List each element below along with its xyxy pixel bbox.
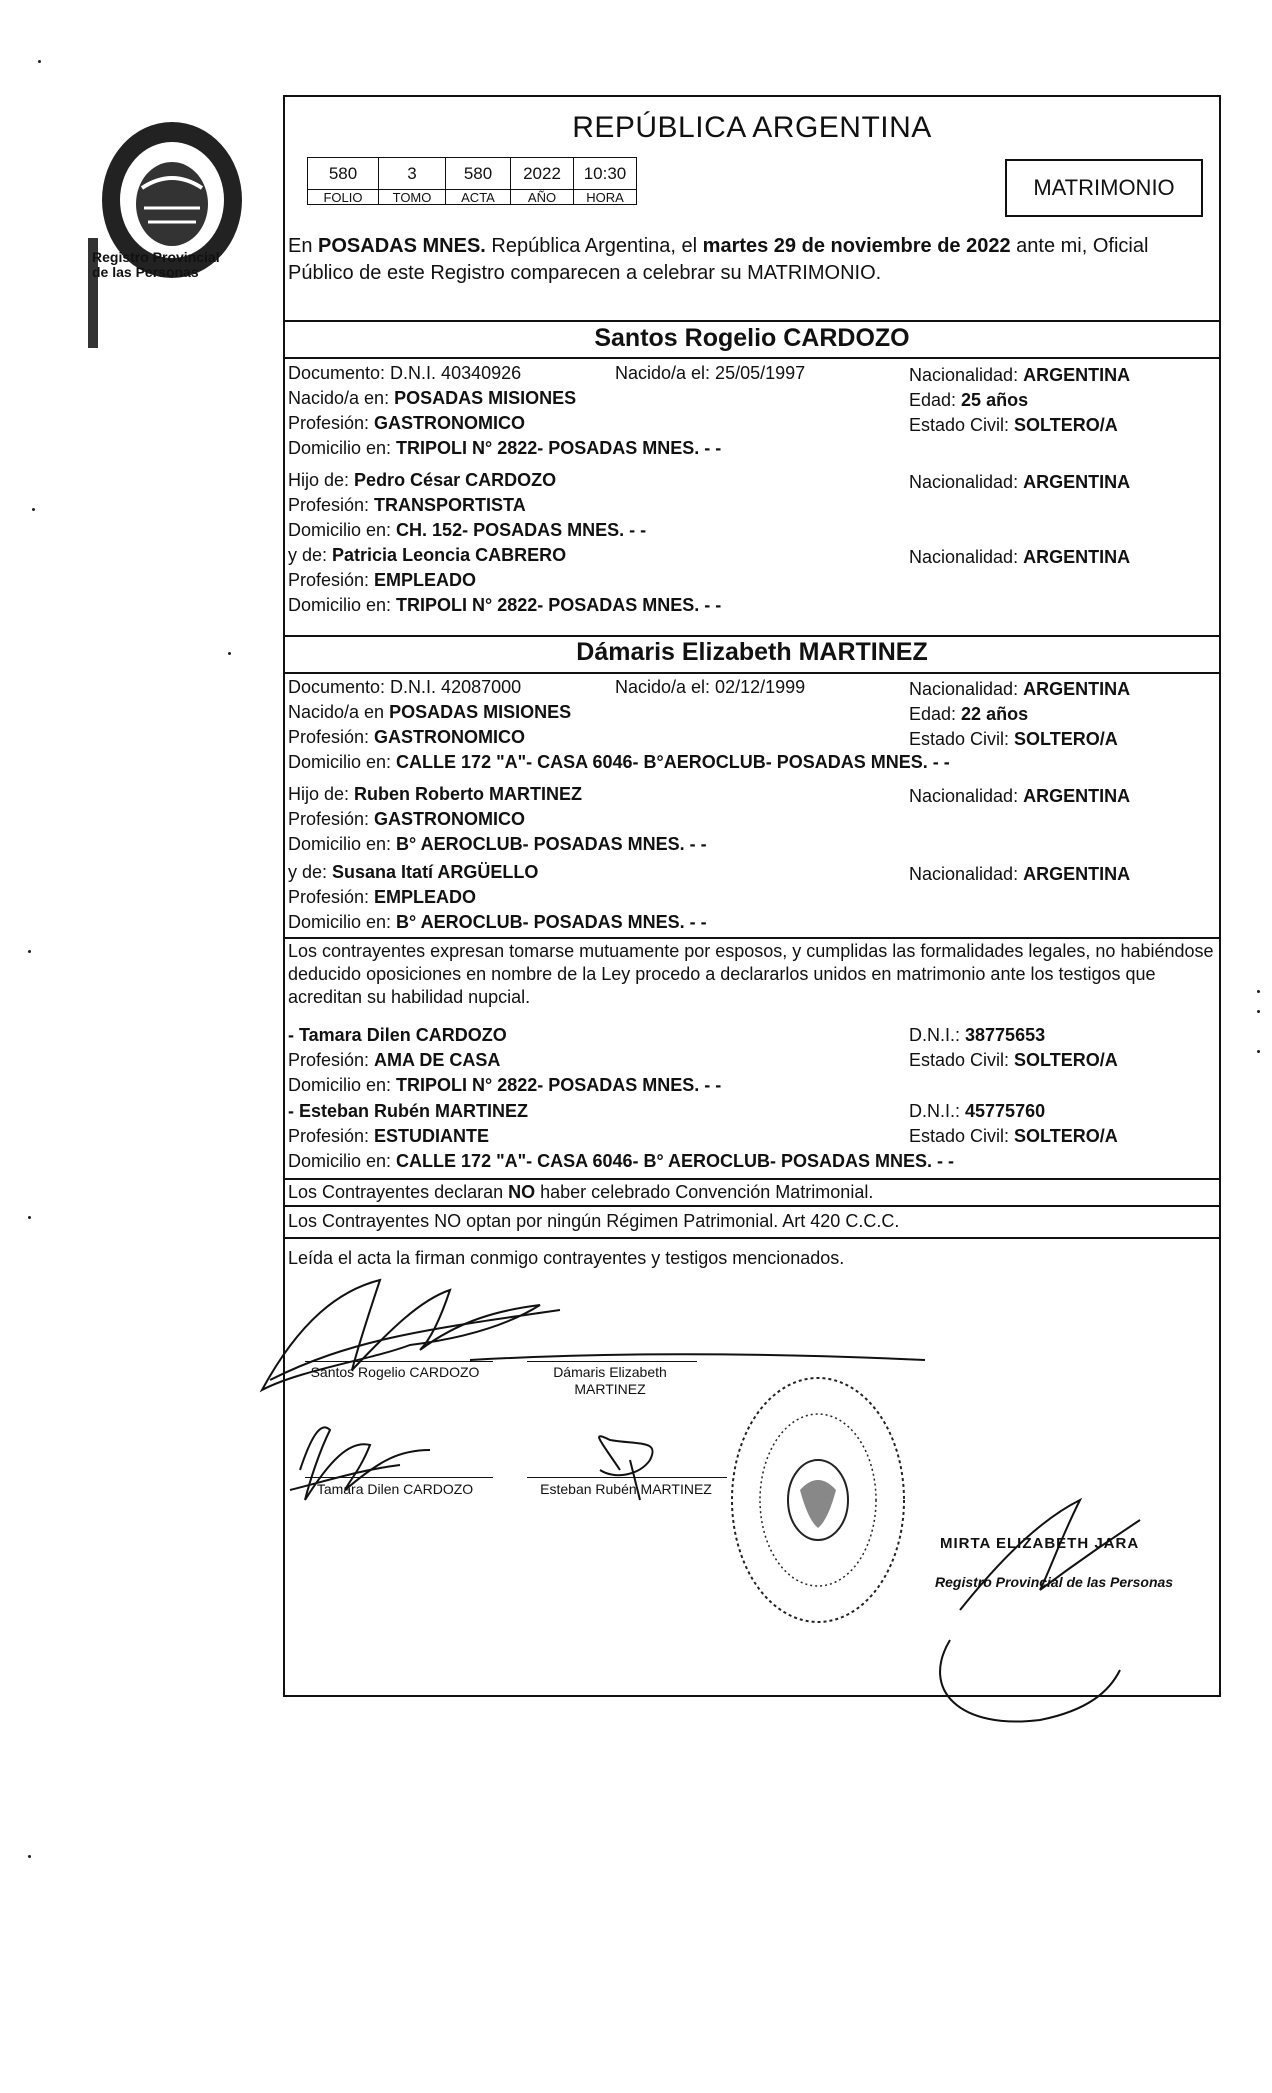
divider [285, 1178, 1219, 1180]
acta-label: ACTA [446, 190, 511, 205]
convention-line2: Los Contrayentes NO optan por ningún Régimen Patrimonial. Art 420 C.C.C. [288, 1211, 900, 1231]
signature-line [305, 1361, 493, 1362]
witness1-estado: Estado Civil: SOLTERO/A [909, 1050, 1118, 1070]
spouse1-madre-profesion: Profesión: EMPLEADO [288, 570, 477, 590]
signature-name-esteban: Esteban Rubén MARTINEZ [540, 1481, 712, 1497]
signature-name-damaris [510, 1364, 710, 1398]
spouse1-padre-profesion: Profesión: TRANSPORTISTA [288, 495, 526, 515]
divider [285, 672, 1219, 674]
spouse2-padre: Hijo de: Ruben Roberto MARTINEZ [288, 784, 583, 804]
signature-line [527, 1477, 727, 1478]
signature-name-tamara: Tamara Dilen CARDOZO [316, 1481, 474, 1497]
closing-statement: Leída el acta la firman conmigo contrayentes y testigos mencionados. [288, 1248, 845, 1268]
hora-value: 10:30 [574, 158, 637, 190]
spouse1-madre: y de: Patricia Leoncia CABRERO [288, 545, 567, 565]
signature-line [305, 1477, 493, 1478]
spouse2-padre-nacionalidad: Nacionalidad: ARGENTINA [909, 786, 1131, 806]
witness2-dni: D.N.I.: 45775760 [909, 1101, 1046, 1121]
signature-name-santos: Santos Rogelio CARDOZO [310, 1364, 480, 1380]
tomo-label: TOMO [379, 190, 446, 205]
anio-label: AÑO [511, 190, 574, 205]
divider [285, 1237, 1219, 1239]
official-signature-name: MIRTA ELIZABETH JARA [940, 1535, 1140, 1552]
spouse1-documento: Documento: D.N.I. 40340926 [288, 363, 522, 383]
margin-dot [32, 508, 35, 511]
witness1-name: - Tamara Dilen CARDOZO [288, 1025, 507, 1045]
margin-dot [28, 950, 31, 953]
registry-caption-line1: Registro Provincial [92, 249, 220, 265]
witness1-profesion: Profesión: AMA DE CASA [288, 1050, 501, 1070]
witness2-name: - Esteban Rubén MARTINEZ [288, 1101, 529, 1121]
spouse2-nacido-el: Nacido/a el: 02/12/1999 [615, 677, 806, 697]
margin-dot [1257, 990, 1260, 993]
margin-dot [28, 1855, 31, 1858]
registry-caption-line2: de las Personas [92, 264, 199, 280]
spouse2-estado: Estado Civil: SOLTERO/A [909, 729, 1118, 749]
witness2-estado: Estado Civil: SOLTERO/A [909, 1126, 1118, 1146]
spouse2-documento: Documento: D.N.I. 42087000 [288, 677, 522, 697]
spouse2-domicilio: Domicilio en: CALLE 172 "A"- CASA 6046- B°AEROCLUB- POSADAS MNES. - - [288, 752, 950, 772]
registry-stamp [718, 1350, 908, 1630]
witness2-domicilio: Domicilio en: CALLE 172 "A"- CASA 6046- B° AEROCLUB- POSADAS MNES. - - [288, 1151, 955, 1171]
witness1-domicilio: Domicilio en: TRIPOLI N° 2822- POSADAS MNES. - - [288, 1075, 722, 1095]
spouse2-nacionalidad: Nacionalidad: ARGENTINA [909, 679, 1131, 699]
registry-caption [92, 250, 220, 280]
spouse2-name: Dámaris Elizabeth MARTINEZ [576, 638, 928, 666]
spouse1-padre-domicilio: Domicilio en: CH. 152- POSADAS MNES. - - [288, 520, 647, 540]
signature-name-damaris-line2: MARTINEZ [574, 1381, 646, 1397]
anio-value: 2022 [511, 158, 574, 190]
intro-text-1: En [288, 235, 319, 257]
declaration-paragraph: Los contrayentes expresan tomarse mutuamente por esposos, y cumplidas las formalidades legales, no habiéndose deducido oposiciones en nombre de la Ley procedo a declararlos unidos en matrimonio ante los testigos que acreditan su habilidad nupcial. [288, 941, 1214, 1007]
spouse2-profesion: Profesión: GASTRONOMICO [288, 727, 526, 747]
spouse2-madre-profesion: Profesión: EMPLEADO [288, 887, 477, 907]
spouse1-name: Santos Rogelio CARDOZO [594, 324, 910, 352]
signature-name-damaris-line1: Dámaris Elizabeth [553, 1364, 667, 1380]
official-signature-office: Registro Provincial de las Personas [935, 1574, 1174, 1590]
spouse2-nacido-en: Nacido/a en POSADAS MISIONES [288, 702, 572, 722]
witness2-profesion: Profesión: ESTUDIANTE [288, 1126, 490, 1146]
margin-dot [28, 1216, 31, 1219]
spouse2-padre-profesion: Profesión: GASTRONOMICO [288, 809, 526, 829]
spouse1-edad: Edad: 25 años [909, 390, 1029, 410]
margin-dot [1257, 1050, 1260, 1053]
divider [285, 635, 1219, 637]
spouse1-madre-nacionalidad: Nacionalidad: ARGENTINA [909, 547, 1131, 567]
folio-value: 580 [308, 158, 379, 190]
divider [285, 357, 1219, 359]
spouse1-padre-nacionalidad: Nacionalidad: ARGENTINA [909, 472, 1131, 492]
spouse1-profesion: Profesión: GASTRONOMICO [288, 413, 526, 433]
witness1-dni: D.N.I.: 38775653 [909, 1025, 1046, 1045]
tomo-value: 3 [379, 158, 446, 190]
spouse2-madre-domicilio: Domicilio en: B° AEROCLUB- POSADAS MNES. - - [288, 912, 707, 932]
document-title: REPÚBLICA ARGENTINA [572, 111, 932, 144]
spouse1-nacionalidad: Nacionalidad: ARGENTINA [909, 365, 1131, 385]
hora-label: HORA [574, 190, 637, 205]
spouse1-domicilio: Domicilio en: TRIPOLI N° 2822- POSADAS MNES. - - [288, 438, 722, 458]
intro-paragraph [288, 233, 1218, 287]
record-codes-table [307, 157, 637, 205]
intro-date: martes 29 de noviembre de 2022 [702, 235, 1011, 257]
spouse2-madre: y de: Susana Itatí ARGÜELLO [288, 862, 539, 882]
spouse1-estado: Estado Civil: SOLTERO/A [909, 415, 1118, 435]
spouse1-padre: Hijo de: Pedro César CARDOZO [288, 470, 557, 490]
divider [285, 937, 1219, 939]
spouse2-edad: Edad: 22 años [909, 704, 1029, 724]
signature-line [527, 1361, 697, 1362]
record-type-box: MATRIMONIO [1005, 159, 1203, 217]
folio-label: FOLIO [308, 190, 379, 205]
margin-dot [1257, 1010, 1260, 1013]
margin-dot [228, 652, 231, 655]
divider [285, 320, 1219, 322]
spouse2-madre-nacionalidad: Nacionalidad: ARGENTINA [909, 864, 1131, 884]
spouse1-madre-domicilio: Domicilio en: TRIPOLI N° 2822- POSADAS MNES. - - [288, 595, 722, 615]
spouse2-padre-domicilio: Domicilio en: B° AEROCLUB- POSADAS MNES. - - [288, 834, 707, 854]
spouse1-nacido-en: Nacido/a en: POSADAS MISIONES [288, 388, 577, 408]
margin-dot [38, 60, 41, 63]
intro-text-3: ante mi, Oficial Público de este Registro comparecen a celebrar su MATRIMONIO. [288, 235, 1149, 284]
province-seal-logo [84, 118, 244, 348]
intro-text-2: República Argentina, el [485, 235, 703, 257]
spouse1-nacido-el: Nacido/a el: 25/05/1997 [615, 363, 806, 383]
convention-line1: Los Contrayentes declaran NO haber celebrado Convención Matrimonial. [288, 1182, 874, 1202]
intro-city: POSADAS MNES. [318, 235, 486, 257]
divider [285, 1205, 1219, 1207]
acta-value: 580 [446, 158, 511, 190]
